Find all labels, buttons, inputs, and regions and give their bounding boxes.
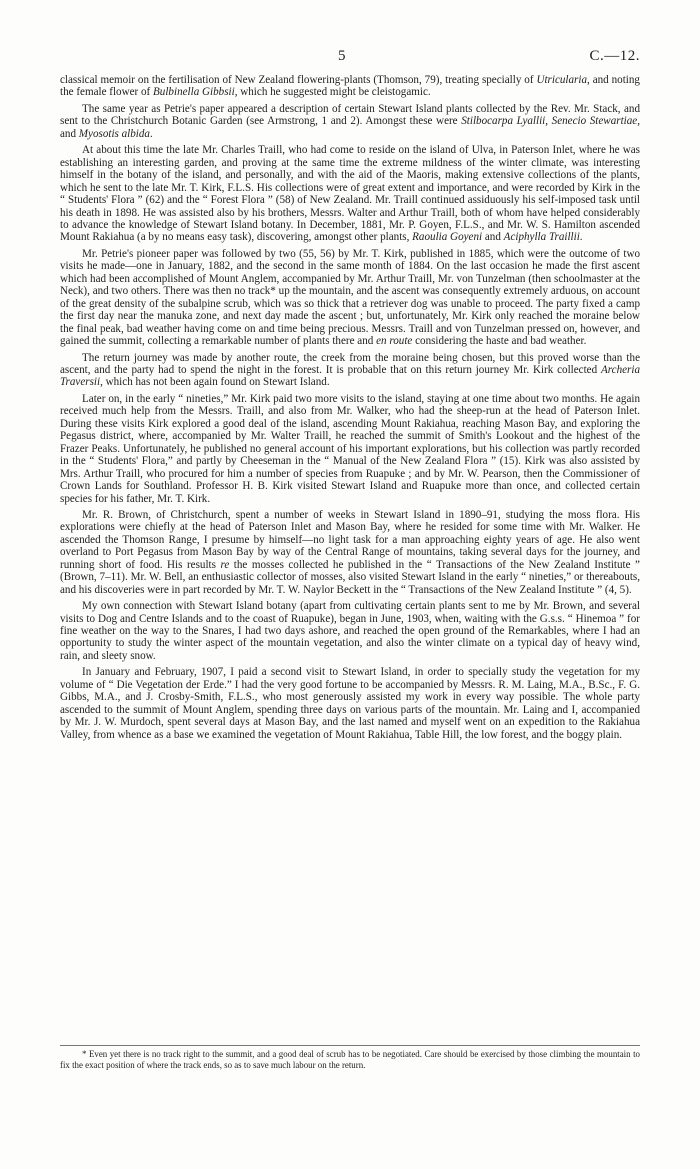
text-run: At about this time the late Mr. Charles Traill, who had come to reside on the island of Ulva, in Paterson Inlet, where he was establishing an interesting garden, and proving at the same time the extreme mildness of the winter climate, was interesting himself in the botany of the island, and personally, and with the aid of the Maoris, making extensive collections of the plants, which he sent to the late Mr. T. Kirk, F.L.S. His collections were of great extent and importance, and were recorded by Kirk in the “ Students' Flora ” (62) and the “ Forest Flora ” (58) of New Zealand. Mr. Traill continued assiduously his self-imposed task until his death in 1898. He was assisted also by his brothers, Messrs. Walter and Arthur Traill, both of whom have helped considerably to advance the knowledge of Stewart Island botany. In December, 1881, Mr. P. Goyen, F.L.S., and Mr. W. S. Hamilton ascended Mount Rakiahua (a by no means easy task), discovering, amongst other plants, xyxy=(60,144,640,244)
italic-term: Myosotis albida xyxy=(78,127,150,140)
footnote: * Even yet there is no track right to the summit, and a good deal of scrub has to be negotiated. Care should be exercised by those climbing the mountain to fix the exact position of where the track ends, so as to save much labour on the return. xyxy=(60,1049,640,1070)
text-run: , which has not been again found on Stewart Island. xyxy=(100,376,330,389)
paragraph-5 xyxy=(60,352,640,389)
text-run: classical memoir on the fertilisation of New Zealand flowering-plants (Thomson, 79), treating specially of xyxy=(60,74,537,86)
italic-term: Aciphylla Traillii xyxy=(503,231,580,244)
paragraph-1 xyxy=(60,74,640,99)
paragraph-8 xyxy=(60,600,640,662)
paragraph-9 xyxy=(60,666,640,741)
paragraph-6 xyxy=(60,393,640,505)
text-run: In January and February, 1907, I paid a second visit to Stewart Island, in order to specially study the vegetation for my volume of “ Die Vegetation der Erde.” I had the very good fortune to be accompanied by Messrs. R. M. Laing, M.A., B.Sc., F. G. Gibbs, M.A., and J. Crosby-Smith, F.L.S., who most generously assisted my work in every way possible. The whole party ascended to the summit of Mount Anglem, spending three days on various parts of the mountain. Mr. Laing and I, accompanied by Mr. J. W. Murdoch, spent several days at Mason Bay, and the last named and myself went on an expedition to the Rakiahua Valley, from whence as a base we examined the vegetation of Mount Rakiahua, Table Hill, the low forest, and the boggy plain. xyxy=(60,666,640,741)
text-run: the mosses collected he published in the “ Transactions of the New Zealand Institute ” (Brown, 7–11). Mr. W. Bell, an enthusiastic collector of mosses, also visited Stewart Island in the early “ nineties,” or thereabouts, and his discoveries were in part recorded by Mr. T. W. Naylor Beckett in the “ Transactions of the New Zealand Institute ” (4, 5). xyxy=(60,558,640,596)
text-run: Later on, in the early “ nineties,” Mr. Kirk paid two more visits to the island, staying at one time about two months. He again received much help from the Messrs. Traill, and also from Mr. Walker, who had the sheep-run at the head of Paterson Inlet. During these visits Kirk explored a good deal of the island, ascending Mount Rakiahua, reaching Mason Bay, and exploring the Pegasus district, where, accompanied by Mr. Walter Traill, he reached the summit of Smith's Lookout and the highest of the Frazer Peaks. Unfortunately, he published no general account of his important explorations, but his collection was partly recorded in the “ Students' Flora,” and partly by Cheeseman in the “ Manual of the New Zealand Flora ” (15). Kirk was also assisted by Mrs. Arthur Traill, who procured for him a number of species from Ruapuke ; and by Mr. W. Pearson, then the Commissioner of Crown Lands for Southland. Professor H. B. Kirk visited Stewart Island and Ruapuke more than once, and collected certain species for his father, Mr. T. Kirk. xyxy=(60,392,640,505)
text-run: . xyxy=(149,127,153,140)
text-run: considering the haste and bad weather. xyxy=(412,335,587,348)
page-number: 5 xyxy=(338,48,346,64)
text-run: Mr. R. Brown, of Christchurch, spent a number of weeks in Stewart Island in 1890–91, studying the moss flora. His explorations were chiefly at the head of Paterson Inlet and Mason Bay, where he resided for some time with Mr. Walker. He ascended the Thomson Range, I presume by himself—no light task for a man approaching eighty years of age. He also went overland to Port Pegasus from Mason Bay by way of the Central Range of mountains, taking several days for the journey, and running short of food. His results xyxy=(60,508,640,571)
paragraph-4 xyxy=(60,248,640,348)
text-run: The return journey was made by another route, the creek from the moraine being chosen, but this proved worse than the ascent, and the party had to spend the night in the forest. It is probable that on this return journey Mr. Kirk collected xyxy=(60,351,640,376)
text-run: and xyxy=(482,231,504,244)
paragraph-7 xyxy=(60,509,640,596)
italic-term: Raoulia Goyeni xyxy=(412,231,483,244)
italic-term: Utricularia xyxy=(536,74,587,86)
paragraph-3 xyxy=(60,144,640,244)
text-run: . xyxy=(579,231,583,244)
italic-term: re xyxy=(220,558,230,571)
page-header xyxy=(56,48,640,74)
text-run: , which he suggested might be cleistogamic. xyxy=(234,86,431,99)
italic-term: Archeria Traversii xyxy=(60,363,640,389)
footnote-divider xyxy=(60,1045,640,1046)
document-reference: C.—12. xyxy=(589,48,640,64)
italic-term: en route xyxy=(376,335,413,348)
text-run: My own connection with Stewart Island botany (apart from cultivating certain plants sent to me by Mr. Brown, and several visits to Dog and Centre Islands and to the coast of Ruapuke), began in June, 1903, when, waiting with the G.s.s. “ Hinemoa ” for fine weather on the way to the Snares, I had two days ashore, and reached the open ground of the Remarkables, where I had an opportunity to study the winter aspect of the mountain vegetation, and also the winter climate on a typical day of heavy wind, rain, and sleety snow. xyxy=(60,600,640,662)
text-run: The same year as Petrie's paper appeared a description of certain Stewart Island plants collected by the Rev. Mr. Stack, and sent to the Christchurch Botanic Garden (see Armstrong, 1 and 2). Amongst these were xyxy=(60,102,640,128)
text-run: , and xyxy=(60,115,640,140)
paragraph-2 xyxy=(60,103,640,140)
body-text xyxy=(60,74,640,745)
italic-term: Stilbocarpa Lyallii, Senecio Stewartiae xyxy=(461,115,638,128)
text-run: Mr. Petrie's pioneer paper was followed by two (55, 56) by Mr. T. Kirk, published in 1885, which were the outcome of two visits he made—one in January, 1882, and the second in the same month of 1884. On the last occasion he made the first ascent which had been accomplished of Mount Anglem, accompanied by Mr. Arthur Traill, Mr. von Tunzelman (then schoolmaster at the Neck), and two others. There was then no track* up the mountain, and the ascent was consequently extremely arduous, on account of the great density of the subalpine scrub, which was so thick that a retriever dog was unable to proceed. The party fixed a camp the first day near the manuka zone, and next day made the ascent ; but, unfortunately, Mr. Kirk only reached the moraine below the final peak, bad weather having come on and time being precious. Messrs. Traill and von Tunzelman pressed on, however, and gained the summit, collecting a remarkable number of plants there and xyxy=(60,247,640,348)
text-run: , and noting the female flower of xyxy=(60,74,640,99)
italic-term: Bulbinella Gibbsii xyxy=(153,86,235,99)
